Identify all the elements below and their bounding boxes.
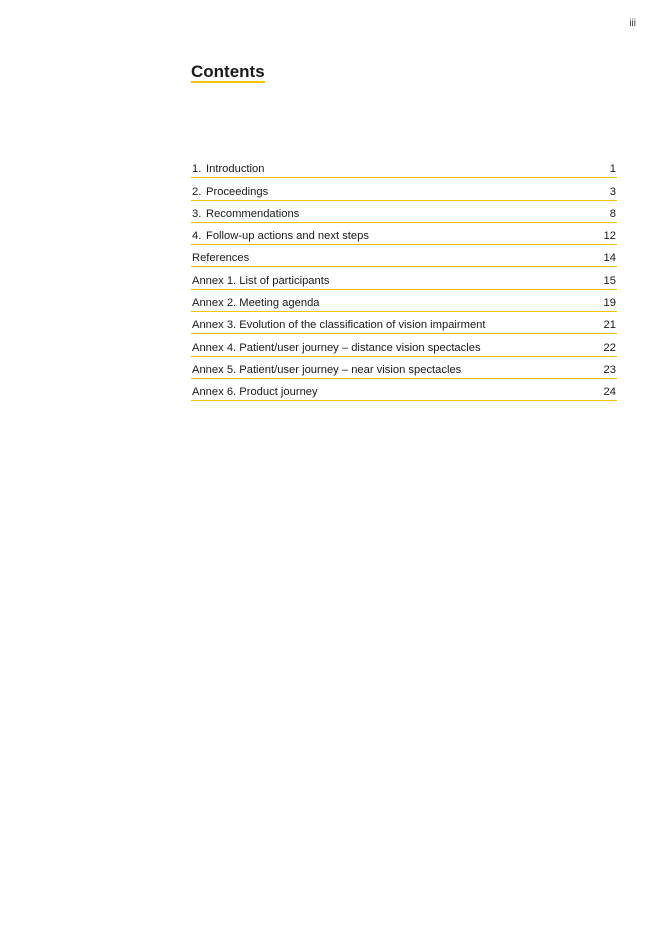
toc-entry-page: 14	[603, 252, 616, 265]
toc-entry-recommendations[interactable]	[191, 201, 617, 223]
toc-entry-number: 2.	[192, 185, 202, 198]
toc-entry-title: Annex 6. Product journey	[192, 386, 318, 399]
toc-entry-follow-up-actions[interactable]	[191, 223, 617, 245]
toc-entry-annex-6[interactable]	[191, 379, 617, 401]
toc-entry-title: Annex 4. Patient/user journey – distance vision spectacles	[192, 341, 481, 354]
toc-entry-number: 1.	[192, 163, 202, 176]
toc-entry-title: Annex 5. Patient/user journey – near vision spectacles	[192, 363, 462, 376]
toc-entry-page: 23	[603, 363, 616, 376]
table-of-contents	[191, 156, 617, 401]
toc-entry-page: 19	[603, 297, 616, 310]
toc-entry-title: Introduction	[206, 163, 265, 176]
toc-entry-annex-4[interactable]	[191, 334, 617, 356]
toc-entry-page: 1	[609, 163, 616, 176]
toc-entry-title: Annex 1. List of participants	[192, 274, 330, 287]
toc-entry-title: Recommendations	[206, 207, 300, 220]
toc-entry-page: 15	[603, 274, 616, 287]
toc-entry-annex-3[interactable]	[191, 312, 617, 334]
toc-entry-page: 12	[603, 230, 616, 243]
toc-entry-proceedings[interactable]	[191, 178, 617, 200]
page-title: Contents	[191, 62, 265, 81]
toc-entry-page: 8	[609, 207, 616, 220]
toc-entry-label	[192, 185, 268, 199]
page-number: iii	[629, 18, 636, 29]
toc-entry-number: 3.	[192, 207, 202, 220]
toc-entry-title: Annex 2. Meeting agenda	[192, 297, 320, 310]
toc-entry-number: 4.	[192, 230, 202, 243]
toc-entry-annex-2[interactable]	[191, 290, 617, 312]
toc-entry-title: References	[192, 252, 250, 265]
toc-entry-page: 21	[603, 319, 616, 332]
toc-entry-label	[192, 162, 264, 176]
toc-entry-annex-5[interactable]	[191, 357, 617, 379]
toc-entry-title: Follow-up actions and next steps	[206, 230, 369, 243]
toc-entry-page: 24	[603, 386, 616, 399]
toc-entry-title: Annex 3. Evolution of the classification of vision impairment	[192, 319, 486, 332]
toc-entry-references[interactable]	[191, 245, 617, 267]
toc-entry-introduction[interactable]	[191, 156, 617, 178]
toc-entry-title: Proceedings	[206, 185, 269, 198]
toc-entry-label	[192, 229, 369, 243]
toc-entry-page: 22	[603, 341, 616, 354]
toc-entry-label	[192, 207, 299, 221]
toc-entry-page: 3	[609, 185, 616, 198]
toc-entry-annex-1[interactable]	[191, 267, 617, 289]
